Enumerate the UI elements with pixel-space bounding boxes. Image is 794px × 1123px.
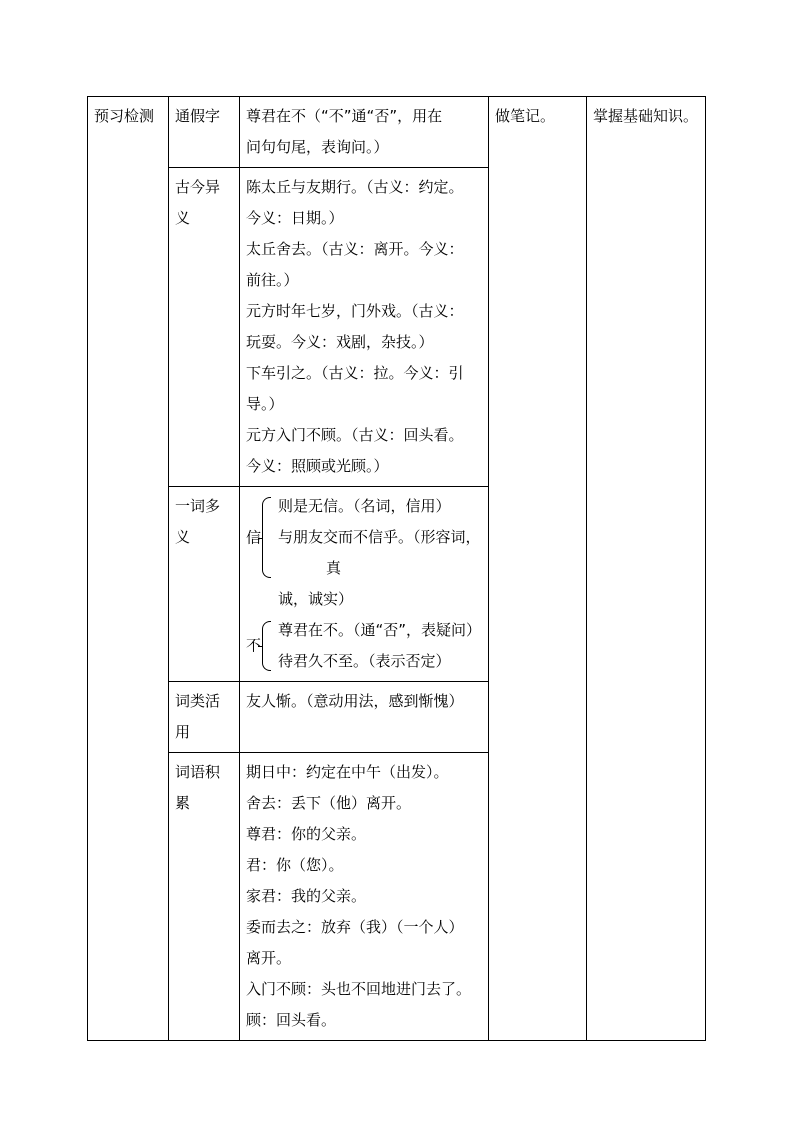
type-cell bbox=[169, 487, 240, 682]
polysemy-sense: 则是无信。（名词，信用） bbox=[278, 497, 451, 515]
content-line: 下车引之。（古义：拉。今义：引 bbox=[246, 364, 464, 382]
design-intent-cell bbox=[587, 97, 706, 1041]
type-label: 通假字 bbox=[175, 107, 221, 125]
content-line: 家君：我的父亲。 bbox=[246, 887, 367, 905]
content-line: 友人惭。（意动用法，感到惭愧） bbox=[246, 692, 464, 710]
polysemy-sense: 尊君在不。（通“否”，表疑问） bbox=[278, 621, 482, 639]
content-line: 离开。 bbox=[246, 949, 292, 967]
polysemy-char: 不 bbox=[246, 636, 262, 655]
section-cell bbox=[88, 97, 169, 1041]
content-line: 尊君在不（“不”通“否”，用在 bbox=[246, 107, 443, 125]
content-cell bbox=[240, 753, 489, 1041]
content-line: 元方入门不顾。（古义：回头看。 bbox=[246, 426, 464, 444]
content-cell bbox=[240, 487, 489, 682]
type-label: 词语积累 bbox=[175, 763, 221, 812]
type-label: 古今异义 bbox=[175, 178, 221, 227]
student-activity-cell bbox=[489, 97, 587, 1041]
type-cell bbox=[169, 753, 240, 1041]
content-line: 尊君：你的父亲。 bbox=[246, 825, 367, 843]
type-label: 一词多义 bbox=[175, 497, 221, 546]
type-cell bbox=[169, 97, 240, 168]
content-line: 入门不顾：头也不回地进门去了。 bbox=[246, 980, 472, 998]
content-line: 太丘舍去。（古义：离开。今义： bbox=[246, 240, 464, 258]
polysemy-group-bu bbox=[246, 615, 482, 677]
lesson-table bbox=[87, 96, 706, 1041]
content-cell bbox=[240, 97, 489, 168]
polysemy-char: 信 bbox=[246, 528, 262, 546]
type-label: 词类活用 bbox=[175, 692, 221, 741]
brace-icon bbox=[262, 497, 271, 578]
content-line: 前往。） bbox=[246, 271, 299, 289]
content-line: 玩耍。今义：戏剧，杂技。） bbox=[246, 333, 434, 351]
content-line: 顾：回头看。 bbox=[246, 1011, 337, 1029]
content-line: 委而去之：放弃（我）（一个人） bbox=[246, 918, 464, 936]
brace-icon bbox=[262, 621, 271, 671]
polysemy-sense: 诚，诚实） bbox=[278, 590, 354, 608]
content-line: 导。） bbox=[246, 395, 284, 413]
content-cell bbox=[240, 168, 489, 487]
table-row bbox=[88, 97, 706, 168]
content-line: 今义：照顾或光顾。） bbox=[246, 457, 389, 475]
content-line: 陈太丘与友期行。（古义：约定。 bbox=[246, 178, 464, 196]
polysemy-sense: 与朋友交而不信乎。（形容词， bbox=[278, 528, 481, 546]
section-label: 预习检测 bbox=[94, 107, 155, 125]
content-line: 君：你（您）。 bbox=[246, 856, 344, 874]
content-line: 元方时年七岁，门外戏。（古义： bbox=[246, 302, 464, 320]
content-cell bbox=[240, 682, 489, 753]
content-line: 今义：日期。） bbox=[246, 209, 344, 227]
content-line: 期日中：约定在中午（出发）。 bbox=[246, 763, 449, 781]
polysemy-sense: 待君久不至。（表示否定） bbox=[278, 652, 451, 670]
content-line: 问句句尾，表询问。） bbox=[246, 138, 389, 156]
content-line: 舍去：丢下（他）离开。 bbox=[246, 794, 412, 812]
polysemy-group-xin bbox=[246, 491, 482, 584]
polysemy-sense: 真 bbox=[326, 559, 342, 577]
design-intent-text: 掌握基础知识。 bbox=[593, 107, 699, 125]
student-activity-text: 做笔记。 bbox=[495, 107, 556, 125]
type-cell bbox=[169, 168, 240, 487]
type-cell bbox=[169, 682, 240, 753]
